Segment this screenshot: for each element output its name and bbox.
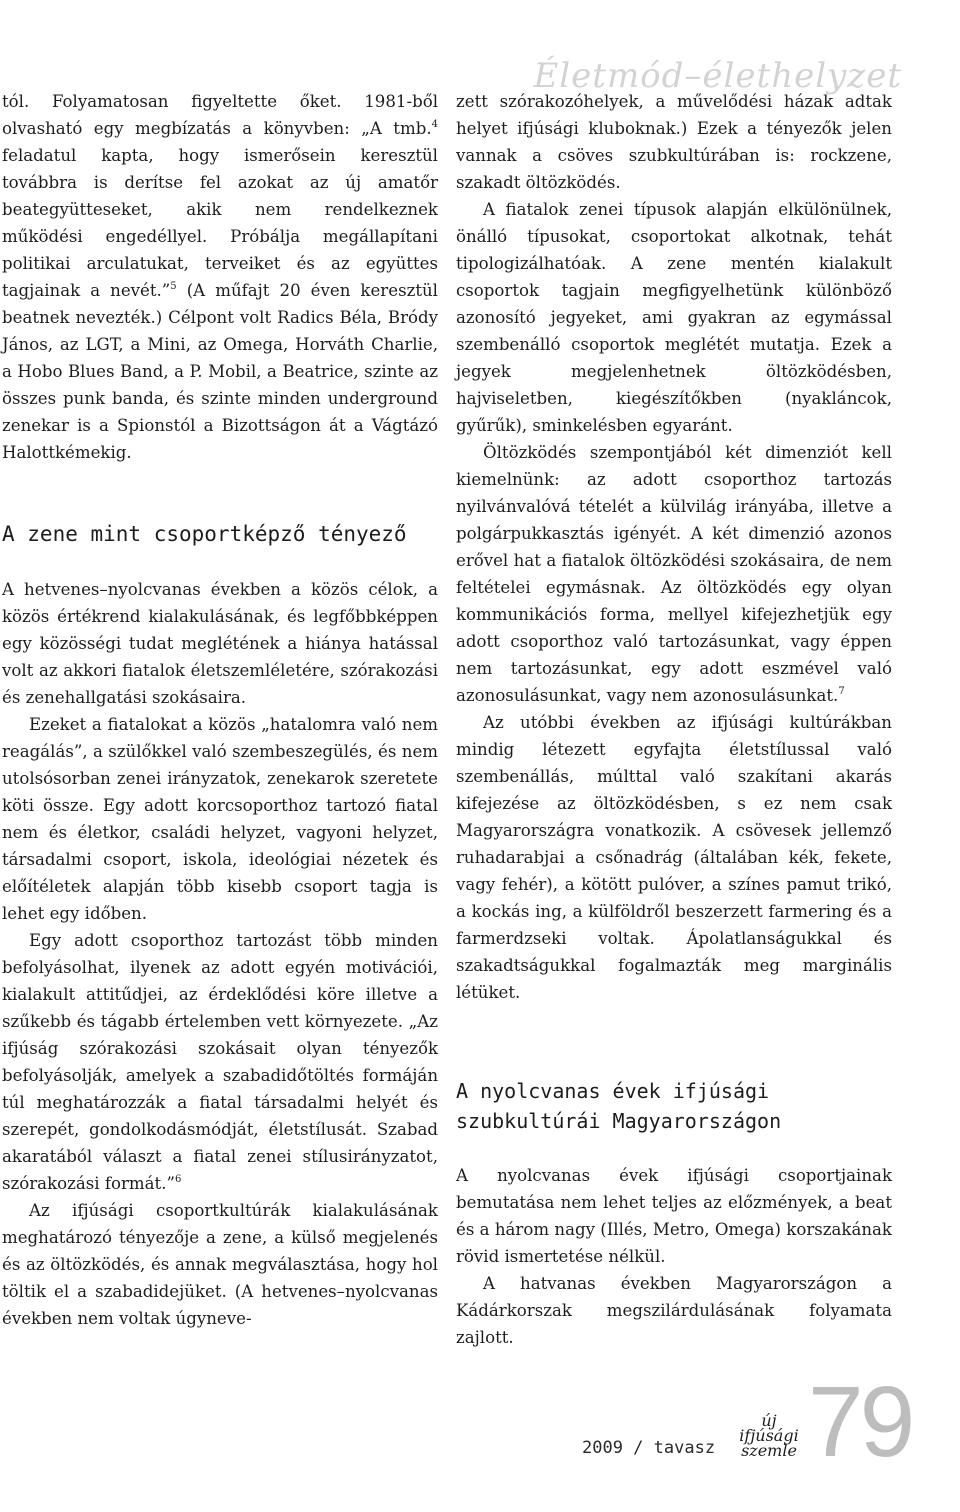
footnote-ref-4: 4 <box>431 119 438 130</box>
section-heading-eighties: A nyolcvanas évek ifjúsági szubkultúrái Magyarországon <box>456 1079 782 1133</box>
body-paragraph <box>456 88 892 196</box>
issue-date: 2009 / tavasz <box>582 1438 716 1458</box>
logo-line: szemle <box>741 1441 797 1460</box>
logo-line: új <box>761 1411 777 1430</box>
body-paragraph <box>456 1162 892 1270</box>
body-paragraph <box>2 711 438 927</box>
body-paragraph <box>2 927 438 1197</box>
paragraph-text: Ezeket a fiatalokat a közös „hatalomra való nem reagálás”, a szülőkkel való szembeszegülés, és nem utolsósorban zenei irányzatok, zenekarok szeretete köti össze. Egy adott korcsoporthoz tartozó fiatal nem és életkor, családi helyzet, vagyoni helyzet, társadalmi csoport, iskola, ideológiai nézetek és előítéletek alapján több kisebb csoport tagja is lehet egy időben. <box>2 715 438 923</box>
paragraph-text: Az ifjúsági csoportkultúrák kialakulásának meghatározó tényezője a zene, a külső megjelenés és az öltözködés, és annak megválasztása, hogy hol töltik el a szabadidejüket. (A hetvenes–nyolcvanas években nem voltak úgyneve- <box>2 1201 438 1328</box>
body-paragraph <box>456 439 892 709</box>
paragraph-text: A hatvanas években Magyarországon a Kádárkorszak megszilárdulásának folyamata zajlott. <box>456 1274 892 1347</box>
section-heading-music: A zene mint csoportképző tényező <box>2 522 407 546</box>
paragraph-text: zett szórakozóhelyek, a művelődési házak adtak helyet ifjúsági kluboknak.) Ezek a tényezők jelen vannak a csöves szubkultúrában is: rockzene, szakadt öltözködés. <box>456 92 892 192</box>
body-paragraph <box>2 1197 438 1332</box>
logo-line: ifjúsági <box>739 1426 799 1445</box>
body-paragraph <box>2 576 438 711</box>
intro-paragraph <box>2 88 438 466</box>
paragraph-text: Öltözködés szempontjából két dimenziót kell kiemelnünk: az adott csoporthoz tartozás nyilvánvalóvá tételét a külvilág irányába, illetve a polgárpukkasztás igényét. A két dimenzió azonos erővel hat a fiatalok öltözködési szokásaira, de nem feltételei egymásnak. Az öltözködés egy olyan kommunikációs forma, mellyel kifejezhetjük egy adott csoporthoz való tartozásunkat, vagy éppen nem tartozásunkat, egy adott eszmével való azonosulásunkat, vagy nem azonosulásunkat. <box>456 443 892 705</box>
footnote-ref-6: 6 <box>174 1174 182 1185</box>
paragraph-text: Az utóbbi években az ifjúsági kultúrákban mindig létezett egyfajta életstílussal való szembenállás, múlttal való szakítani akarás kifejezése az öltözködésben, s ez nem csak Magyarországra vonatkozik. A csövesek jellemző ruhadarabjai a csőnadrág (általában kék, fekete, vagy fehér), a kötött pulóver, a színes pamut trikó, a kockás ing, a külföldről beszerzett farmering és a farmerdzseki voltak. Ápolatlanságukkal és szakadtságukkal fogalmazták meg marginális létüket. <box>456 713 892 1002</box>
paragraph-text: A hetvenes–nyolcvanas években a közös célok, a közös értékrend kialakulásának, és legfőbbképpen egy közösségi tudat meglétének a hiánya hatással volt az akkori fiatalok életszemléletére, szórakozási és zenehallgatási szokásaira. <box>2 580 438 707</box>
magazine-logo <box>724 1413 814 1458</box>
body-paragraph <box>456 196 892 439</box>
paragraph-text: A nyolcvanas évek ifjúsági csoportjainak bemutatása nem lehet teljes az előzmények, a beat és a három nagy (Illés, Metro, Omega) korszakának rövid ismertetése nélkül. <box>456 1166 892 1266</box>
section-title: Életmód–élethelyzet <box>533 56 902 96</box>
intro-text-1: tól. Folyamatosan figyeltette őket. 1981-ből olvasható egy megbízatás a könyvben: „A tmb. <box>2 92 438 138</box>
paragraph-text: Egy adott csoporthoz tartozást több minden befolyásolhat, ilyenek az adott egyén motivációi, kialakult attitűdjei, az érdeklődési köre illetve a szűkebb és tágabb értelemben vett környezete. „Az ifjúság szórakozási szokásait olyan tényezők befolyásolják, amelyek a szabadidőtöltés formáján túl meghatározzák a fiatal társadalmi helyét és szerepét, gondolkodásmódját, életstílusát. Szabad akaratából választ a fiatal zenei stílusirányzatot, szórakozási formát.” <box>2 931 438 1193</box>
right-column <box>456 88 892 1351</box>
intro-text-3: (A műfajt 20 éven keresztül beatnek nevezték.) Célpont volt Radics Béla, Bródy János, az LGT, a Mini, az Omega, Horváth Charlie, a Hobo Blues Band, a P. Mobil, a Beatrice, szinte az összes punk banda, és szinte minden underground zenekar is a Spionstól a Bizottságon át a Vágtázó Halottkémekig. <box>2 281 438 462</box>
intro-text-2: feladatul kapta, hogy ismerősein keresztül továbbra is derítse fel azokat az új amatőr beategyütteseket, akik nem rendelkeznek működési engedéllyel. Próbálja megállapítani politikai arculatukat, terveiket és az együttes tagjainak a nevét.” <box>2 146 438 300</box>
page-number: 79 <box>808 1366 912 1478</box>
body-paragraph <box>456 1270 892 1351</box>
paragraph-text: A fiatalok zenei típusok alapján elkülönülnek, önálló típusokat, csoportokat alkotnak, tehát tipologizálhatóak. A zene mentén kialakult csoportok tagjain megfigyelhetünk különböző azonosító jegyeket, ami gyakran az egymással szembenálló csoportok meglétét mutatja. Ezek a jegyek megjelenhetnek öltözködésben, hajviseletben, kiegészítőkben (nyakláncok, gyűrűk), sminkelésben egyaránt. <box>456 200 892 435</box>
footnote-ref-5: 5 <box>170 281 177 292</box>
body-paragraph <box>456 709 892 1006</box>
footnote-ref-7: 7 <box>838 686 845 697</box>
left-column <box>2 88 438 1332</box>
